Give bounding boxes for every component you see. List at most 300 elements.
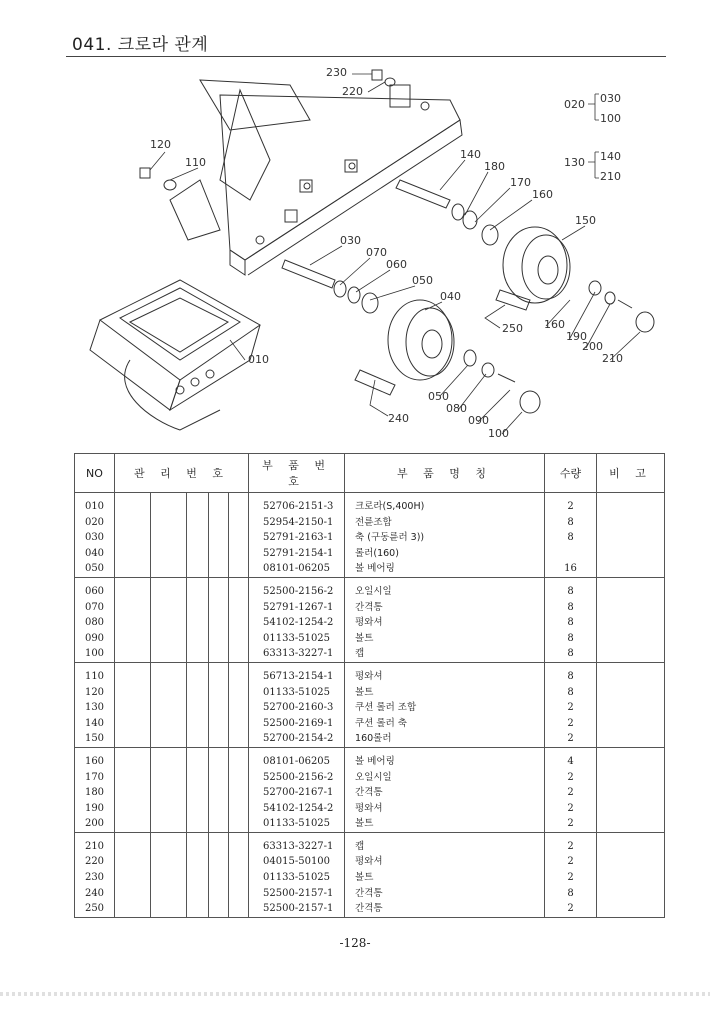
header-remarks: 비 고 [597, 454, 665, 493]
cell-mgmt [151, 785, 187, 801]
cell-mgmt [151, 770, 187, 786]
table-row [75, 886, 665, 902]
cell-mgmt [151, 870, 187, 886]
label-110: 110 [185, 156, 206, 169]
cell-remarks [597, 499, 665, 515]
cell-mgmt [229, 754, 249, 770]
cell-mgmt [115, 901, 151, 917]
cell-remarks [597, 839, 665, 855]
cell-mgmt [229, 600, 249, 616]
cell-no: 130 [75, 700, 115, 716]
table-row [75, 770, 665, 786]
cell-remarks [597, 731, 665, 747]
cell-mgmt [209, 785, 229, 801]
cell-mgmt [209, 631, 229, 647]
cell-mgmt [115, 584, 151, 600]
cell-part-number: 52706-2151-3 [249, 499, 345, 515]
cell-remarks [597, 546, 665, 562]
cell-mgmt [187, 754, 209, 770]
cell-no: 110 [75, 669, 115, 685]
cell-part-number: 52791-2154-1 [249, 546, 345, 562]
cell-mgmt [229, 870, 249, 886]
cell-remarks [597, 785, 665, 801]
cell-part-number: 52700-2160-3 [249, 700, 345, 716]
cell-mgmt [151, 546, 187, 562]
cell-remarks [597, 801, 665, 817]
cell-mgmt [115, 770, 151, 786]
cell-mgmt [187, 785, 209, 801]
cell-no: 200 [75, 816, 115, 832]
cell-mgmt [209, 839, 229, 855]
label-160: 160 [532, 188, 553, 201]
cell-part-name: 오일시일 [345, 584, 545, 600]
cell-part-number: 52500-2156-2 [249, 770, 345, 786]
cell-no: 100 [75, 646, 115, 662]
cell-part-name: 캡 [345, 646, 545, 662]
cell-part-name: 쿠션 롤러 축 [345, 716, 545, 732]
cell-mgmt [209, 870, 229, 886]
cell-mgmt [187, 584, 209, 600]
group-020-head: 020 [564, 98, 585, 111]
cell-mgmt [187, 561, 209, 577]
label-080: 080 [446, 402, 467, 415]
cell-no: 140 [75, 716, 115, 732]
label-220: 220 [342, 85, 363, 98]
cell-mgmt [115, 700, 151, 716]
cell-part-number: 01133-51025 [249, 870, 345, 886]
cell-mgmt [187, 499, 209, 515]
cell-mgmt [229, 816, 249, 832]
group-020-a: 030 [600, 92, 621, 105]
cell-quantity: 2 [545, 854, 597, 870]
cell-mgmt [209, 646, 229, 662]
cell-part-name: 볼트 [345, 816, 545, 832]
cell-mgmt [151, 716, 187, 732]
group-020-b: 100 [600, 112, 621, 125]
cell-mgmt [187, 854, 209, 870]
cell-part-number: 52791-1267-1 [249, 600, 345, 616]
cell-mgmt [151, 584, 187, 600]
cell-remarks [597, 515, 665, 531]
cell-mgmt [229, 801, 249, 817]
table-row [75, 669, 665, 685]
cell-mgmt [187, 801, 209, 817]
cell-mgmt [187, 515, 209, 531]
cell-mgmt [187, 886, 209, 902]
label-210: 210 [602, 352, 623, 365]
cell-mgmt [229, 700, 249, 716]
cell-part-name: 간격통 [345, 600, 545, 616]
cell-mgmt [187, 716, 209, 732]
cell-quantity: 2 [545, 700, 597, 716]
cell-part-name: 전륜조합 [345, 515, 545, 531]
header-part-name: 부 품 명 칭 [345, 454, 545, 493]
cell-part-name: 크로라(S,400H) [345, 499, 545, 515]
cell-part-name: 평와셔 [345, 669, 545, 685]
table-row [75, 515, 665, 531]
cell-mgmt [187, 770, 209, 786]
cell-mgmt [229, 839, 249, 855]
cell-remarks [597, 631, 665, 647]
cell-remarks [597, 886, 665, 902]
label-100: 100 [488, 427, 509, 440]
cell-part-number: 52500-2157-1 [249, 886, 345, 902]
cell-no: 040 [75, 546, 115, 562]
cell-mgmt [187, 530, 209, 546]
cell-remarks [597, 584, 665, 600]
cell-part-name: 볼 베어링 [345, 561, 545, 577]
cell-part-name: 간격통 [345, 785, 545, 801]
table-row [75, 816, 665, 832]
cell-mgmt [229, 886, 249, 902]
cell-part-name: 평와셔 [345, 615, 545, 631]
cell-mgmt [187, 546, 209, 562]
cell-no: 060 [75, 584, 115, 600]
cell-mgmt [229, 685, 249, 701]
cell-mgmt [151, 901, 187, 917]
cell-part-number: 08101-06205 [249, 754, 345, 770]
cell-part-number: 56713-2154-1 [249, 669, 345, 685]
cell-part-number: 54102-1254-2 [249, 615, 345, 631]
cell-mgmt [187, 669, 209, 685]
cell-mgmt [115, 631, 151, 647]
cell-mgmt [115, 854, 151, 870]
cell-no: 070 [75, 600, 115, 616]
cell-mgmt [151, 700, 187, 716]
cell-mgmt [209, 901, 229, 917]
cell-part-name: 볼트 [345, 685, 545, 701]
cell-remarks [597, 870, 665, 886]
label-050: 050 [412, 274, 433, 287]
cell-no: 020 [75, 515, 115, 531]
cell-mgmt [187, 839, 209, 855]
axle-030 [282, 260, 335, 288]
cell-mgmt [209, 499, 229, 515]
table-row [75, 546, 665, 562]
cell-mgmt [115, 515, 151, 531]
cell-quantity: 2 [545, 901, 597, 917]
cell-mgmt [151, 816, 187, 832]
crawler-track [100, 280, 260, 380]
label-010: 010 [248, 353, 269, 366]
cell-no: 230 [75, 870, 115, 886]
cell-mgmt [209, 716, 229, 732]
header-part-number: 부 품 번 호 [249, 454, 345, 493]
table-row [75, 716, 665, 732]
label-180: 180 [484, 160, 505, 173]
cell-part-number: 52791-2163-1 [249, 530, 345, 546]
cell-mgmt [187, 870, 209, 886]
label-140: 140 [460, 148, 481, 161]
header-management-number: 관 리 번 호 [115, 454, 249, 493]
table-row [75, 839, 665, 855]
page-number: -128- [339, 936, 371, 950]
label-070: 070 [366, 246, 387, 259]
cell-quantity: 8 [545, 584, 597, 600]
table-row [75, 854, 665, 870]
cell-part-number: 63313-3227-1 [249, 839, 345, 855]
label-200: 200 [582, 340, 603, 353]
cell-mgmt [209, 685, 229, 701]
table-row [75, 584, 665, 600]
cell-mgmt [151, 685, 187, 701]
cell-mgmt [187, 646, 209, 662]
cell-part-number: 01133-51025 [249, 631, 345, 647]
cell-mgmt [115, 816, 151, 832]
label-120: 120 [150, 138, 171, 151]
shaft-140 [396, 180, 450, 208]
cell-part-number: 52700-2167-1 [249, 785, 345, 801]
group-130-a: 140 [600, 150, 621, 163]
cell-remarks [597, 615, 665, 631]
cell-quantity: 8 [545, 886, 597, 902]
cell-part-name: 간격통 [345, 886, 545, 902]
cell-remarks [597, 854, 665, 870]
cell-mgmt [229, 546, 249, 562]
cell-no: 250 [75, 901, 115, 917]
cell-remarks [597, 669, 665, 685]
cell-mgmt [151, 515, 187, 531]
label-190: 190 [566, 330, 587, 343]
cell-remarks [597, 530, 665, 546]
cell-remarks [597, 901, 665, 917]
cell-quantity: 8 [545, 669, 597, 685]
cell-mgmt [115, 546, 151, 562]
cell-no: 180 [75, 785, 115, 801]
cell-mgmt [229, 646, 249, 662]
label-050b: 050 [428, 390, 449, 403]
cell-no: 160 [75, 754, 115, 770]
cell-remarks [597, 600, 665, 616]
cell-no: 190 [75, 801, 115, 817]
cell-part-name: 오일시일 [345, 770, 545, 786]
cell-mgmt [151, 561, 187, 577]
cell-quantity: 16 [545, 561, 597, 577]
cell-quantity: 2 [545, 731, 597, 747]
parts-table-body [75, 493, 665, 918]
cell-mgmt [115, 669, 151, 685]
cell-mgmt [115, 870, 151, 886]
exploded-parts-diagram [70, 60, 670, 450]
cell-part-name: 평와셔 [345, 801, 545, 817]
title-rule [66, 56, 666, 57]
cell-mgmt [115, 530, 151, 546]
table-row [75, 801, 665, 817]
cell-part-number: 63313-3227-1 [249, 646, 345, 662]
table-row [75, 870, 665, 886]
label-150: 150 [575, 214, 596, 227]
cell-part-number: 08101-06205 [249, 561, 345, 577]
cell-part-name: 간격통 [345, 901, 545, 917]
cell-mgmt [187, 631, 209, 647]
cell-mgmt [187, 901, 209, 917]
table-row [75, 499, 665, 515]
cell-no: 050 [75, 561, 115, 577]
cell-mgmt [229, 515, 249, 531]
cell-mgmt [115, 754, 151, 770]
cell-mgmt [209, 669, 229, 685]
cell-quantity: 2 [545, 801, 597, 817]
cell-mgmt [187, 600, 209, 616]
cell-part-number: 52700-2154-2 [249, 731, 345, 747]
cell-mgmt [151, 530, 187, 546]
cell-remarks [597, 646, 665, 662]
cell-quantity: 2 [545, 716, 597, 732]
cell-no: 150 [75, 731, 115, 747]
label-090: 090 [468, 414, 489, 427]
table-row [75, 600, 665, 616]
cell-quantity: 2 [545, 839, 597, 855]
cell-mgmt [209, 515, 229, 531]
table-row [75, 615, 665, 631]
cell-part-name: 평와셔 [345, 854, 545, 870]
cell-mgmt [151, 615, 187, 631]
header-no: NO [75, 454, 115, 493]
cell-mgmt [229, 854, 249, 870]
table-row [75, 646, 665, 662]
table-header-row [75, 454, 665, 493]
cell-part-number: 52500-2157-1 [249, 901, 345, 917]
group-130-b: 210 [600, 170, 621, 183]
table-row [75, 561, 665, 577]
label-240: 240 [388, 412, 409, 425]
cell-mgmt [151, 631, 187, 647]
cell-mgmt [115, 499, 151, 515]
cell-mgmt [115, 839, 151, 855]
cell-no: 240 [75, 886, 115, 902]
cell-part-number: 01133-51025 [249, 816, 345, 832]
cell-mgmt [229, 716, 249, 732]
cell-no: 030 [75, 530, 115, 546]
cell-mgmt [209, 731, 229, 747]
cell-quantity: 2 [545, 499, 597, 515]
cell-mgmt [209, 584, 229, 600]
cell-quantity: 8 [545, 646, 597, 662]
cell-mgmt [187, 685, 209, 701]
cell-part-name: 볼 베어링 [345, 754, 545, 770]
label-250: 250 [502, 322, 523, 335]
cell-mgmt [151, 854, 187, 870]
label-160b: 160 [544, 318, 565, 331]
cell-quantity: 2 [545, 816, 597, 832]
cell-no: 080 [75, 615, 115, 631]
cell-mgmt [187, 615, 209, 631]
cell-remarks [597, 716, 665, 732]
scan-edge [0, 992, 710, 996]
cell-remarks [597, 700, 665, 716]
cell-mgmt [209, 801, 229, 817]
cell-mgmt [229, 731, 249, 747]
cell-mgmt [151, 839, 187, 855]
cell-quantity: 8 [545, 631, 597, 647]
table-row [75, 731, 665, 747]
cell-mgmt [115, 886, 151, 902]
cell-mgmt [209, 886, 229, 902]
cell-mgmt [151, 801, 187, 817]
cell-mgmt [151, 600, 187, 616]
cell-mgmt [209, 700, 229, 716]
cell-mgmt [151, 754, 187, 770]
cell-quantity: 4 [545, 754, 597, 770]
cell-mgmt [115, 615, 151, 631]
cell-part-name: 쿠션 롤러 조합 [345, 700, 545, 716]
cell-mgmt [209, 546, 229, 562]
cell-part-name: 롤러(160) [345, 546, 545, 562]
table-row [75, 901, 665, 917]
cell-mgmt [229, 785, 249, 801]
cell-mgmt [229, 561, 249, 577]
cell-mgmt [229, 901, 249, 917]
cell-part-number: 01133-51025 [249, 685, 345, 701]
cell-part-name: 캡 [345, 839, 545, 855]
cell-part-number: 52500-2156-2 [249, 584, 345, 600]
cell-mgmt [229, 584, 249, 600]
cell-quantity [545, 546, 597, 562]
cell-mgmt [115, 801, 151, 817]
cell-mgmt [187, 700, 209, 716]
cell-no: 220 [75, 854, 115, 870]
label-230: 230 [326, 66, 347, 79]
table-row [75, 530, 665, 546]
cell-mgmt [115, 785, 151, 801]
cell-no: 210 [75, 839, 115, 855]
cell-remarks [597, 685, 665, 701]
cell-mgmt [115, 646, 151, 662]
table-row [75, 685, 665, 701]
cell-mgmt [151, 669, 187, 685]
cell-part-name: 축 (구동륜러 3)) [345, 530, 545, 546]
cell-quantity: 8 [545, 515, 597, 531]
cell-mgmt [151, 499, 187, 515]
cell-no: 170 [75, 770, 115, 786]
cell-mgmt [151, 646, 187, 662]
cell-mgmt [187, 816, 209, 832]
table-row [75, 631, 665, 647]
cell-quantity: 8 [545, 615, 597, 631]
label-060: 060 [386, 258, 407, 271]
cell-mgmt [209, 854, 229, 870]
cell-no: 090 [75, 631, 115, 647]
cell-part-name: 160롤러 [345, 731, 545, 747]
label-170: 170 [510, 176, 531, 189]
cell-mgmt [229, 615, 249, 631]
cell-mgmt [209, 561, 229, 577]
cell-mgmt [151, 886, 187, 902]
table-row [75, 754, 665, 770]
cell-mgmt [229, 770, 249, 786]
parts-table [74, 453, 665, 918]
cell-mgmt [115, 716, 151, 732]
label-040: 040 [440, 290, 461, 303]
cell-quantity: 8 [545, 685, 597, 701]
cell-part-number: 52500-2169-1 [249, 716, 345, 732]
roller-040 [388, 300, 452, 380]
cell-part-name: 볼트 [345, 870, 545, 886]
cell-mgmt [229, 530, 249, 546]
cell-mgmt [229, 499, 249, 515]
cell-mgmt [187, 731, 209, 747]
cell-quantity: 2 [545, 770, 597, 786]
cell-mgmt [115, 685, 151, 701]
cell-remarks [597, 816, 665, 832]
page-title: 041. 크로라 관계 [72, 35, 209, 55]
cell-no: 120 [75, 685, 115, 701]
cell-no: 010 [75, 499, 115, 515]
cell-mgmt [229, 631, 249, 647]
cell-remarks [597, 754, 665, 770]
cell-mgmt [209, 615, 229, 631]
cell-part-name: 볼트 [345, 631, 545, 647]
